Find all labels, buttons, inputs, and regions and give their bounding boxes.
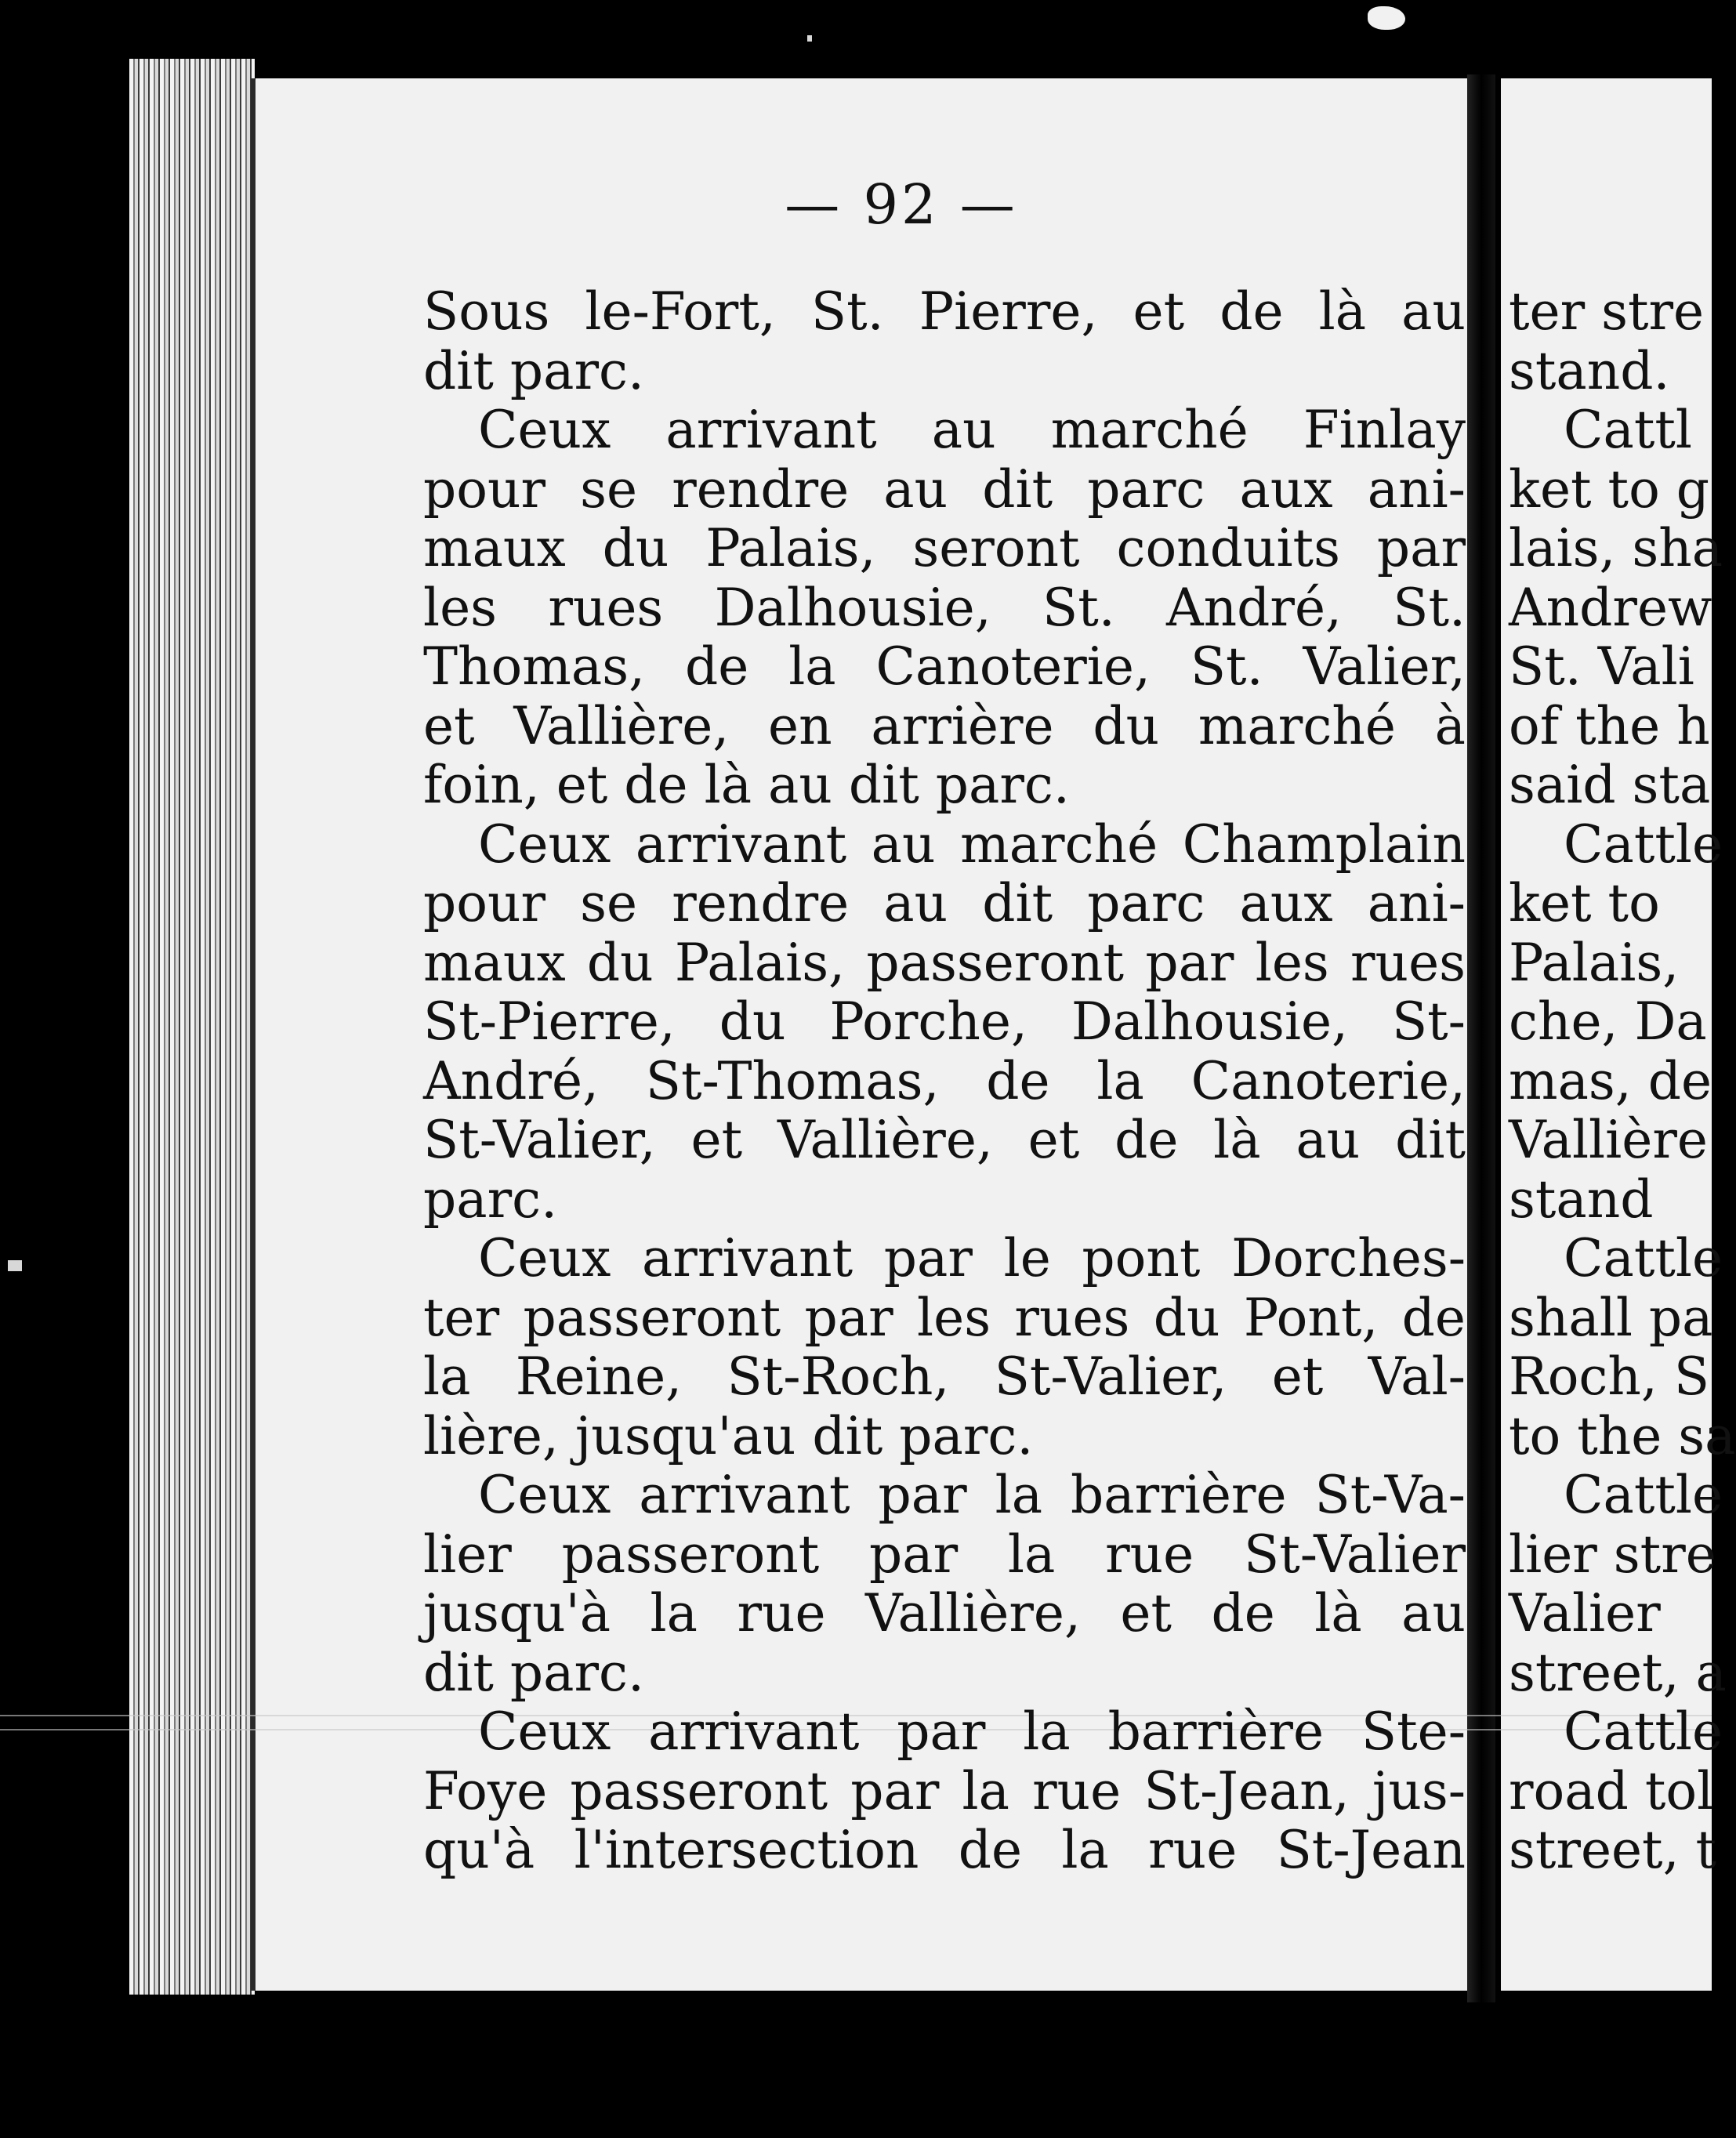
right-text-line: road tol: [1509, 1760, 1714, 1821]
text-line: et Vallière, en arrière du marché à: [423, 695, 1466, 756]
right-text-line: ket to g: [1509, 458, 1710, 520]
right-text-line: street, a: [1509, 1642, 1727, 1703]
text-line: Foye passeront par la rue St-Jean, jus-: [423, 1760, 1466, 1821]
right-text-line: Cattl: [1564, 400, 1693, 460]
right-text-line: Palais,: [1509, 932, 1680, 993]
text-line: pour se rendre au dit parc aux ani-: [423, 458, 1466, 520]
right-text-line: ter stre: [1509, 281, 1705, 342]
text-line: Ceux arrivant au marché Finlay: [478, 400, 1466, 460]
text-line: dit parc.: [423, 1642, 644, 1703]
left-page-text: [423, 282, 1466, 1880]
scan-mark: [807, 35, 812, 42]
text-line: dit parc.: [423, 340, 644, 401]
right-page-text: [1509, 281, 1736, 1880]
text-line: Sous le-Fort, St. Pierre, et de là au: [423, 281, 1466, 342]
text-line: lière, jusqu'au dit parc.: [423, 1405, 1034, 1466]
text-line: André, St-Thomas, de la Canoterie,: [423, 1050, 1466, 1111]
right-text-line: lais, sha: [1509, 518, 1723, 578]
text-line: pour se rendre au dit parc aux ani-: [423, 873, 1466, 933]
text-line: foin, et de là au dit parc.: [423, 755, 1070, 815]
text-line: maux du Palais, seront conduits par: [423, 518, 1466, 578]
right-text-line: Vallière: [1509, 1110, 1708, 1170]
right-text-line: Cattle: [1564, 1465, 1723, 1525]
right-text-line: of the h: [1509, 695, 1710, 756]
right-text-line: che, Da: [1509, 991, 1707, 1052]
text-line: Ceux arrivant par la barrière Ste-: [478, 1701, 1466, 1762]
right-text-line: Valier: [1509, 1583, 1661, 1643]
text-line: jusqu'à la rue Vallière, et de là au: [423, 1583, 1466, 1643]
right-text-line: mas, de: [1509, 1050, 1712, 1111]
right-text-line: to the sa: [1509, 1405, 1736, 1466]
text-line: Thomas, de la Canoterie, St. Valier,: [423, 636, 1466, 697]
right-text-line: Cattle: [1564, 1701, 1723, 1762]
right-text-line: street, t: [1509, 1820, 1717, 1880]
text-line: les rues Dalhousie, St. André, St.: [423, 577, 1466, 638]
text-line: maux du Palais, passeront par les rues: [423, 932, 1466, 993]
right-text-line: said sta: [1509, 755, 1711, 815]
text-line: la Reine, St-Roch, St-Valier, et Val-: [423, 1346, 1466, 1407]
text-line: Ceux arrivant par le pont Dorches-: [478, 1228, 1466, 1288]
book-gutter: [1467, 74, 1495, 2002]
scan-speck: [1368, 6, 1405, 30]
text-line: lier passeront par la rue St-Valier: [423, 1524, 1466, 1585]
page-number: — 92 —: [785, 172, 1018, 237]
scan-mark: [8, 1260, 22, 1271]
text-line: St-Valier, et Vallière, et de là au dit: [423, 1110, 1466, 1170]
text-line: ter passeront par les rues du Pont, de: [423, 1287, 1466, 1348]
right-text-line: Andrew: [1509, 577, 1712, 638]
text-line: parc.: [423, 1169, 558, 1230]
text-line: Ceux arrivant par la barrière St-Va-: [478, 1465, 1466, 1525]
text-line: qu'à l'intersection de la rue St-Jean: [423, 1820, 1466, 1880]
right-text-line: Cattle: [1564, 1228, 1723, 1288]
right-text-line: ket to: [1509, 873, 1660, 933]
right-text-line: stand.: [1509, 340, 1670, 401]
text-line: St-Pierre, du Porche, Dalhousie, St-: [423, 991, 1466, 1052]
right-text-line: Roch, S: [1509, 1346, 1710, 1407]
text-line: Ceux arrivant au marché Champlain: [478, 814, 1466, 875]
page-stack-edge: [129, 59, 255, 1995]
right-text-line: St. Vali: [1509, 636, 1694, 697]
right-text-line: Cattle: [1564, 814, 1723, 875]
right-text-line: shall pa: [1509, 1287, 1713, 1348]
right-text-line: lier stre: [1509, 1524, 1716, 1585]
right-text-line: stand: [1509, 1169, 1654, 1230]
